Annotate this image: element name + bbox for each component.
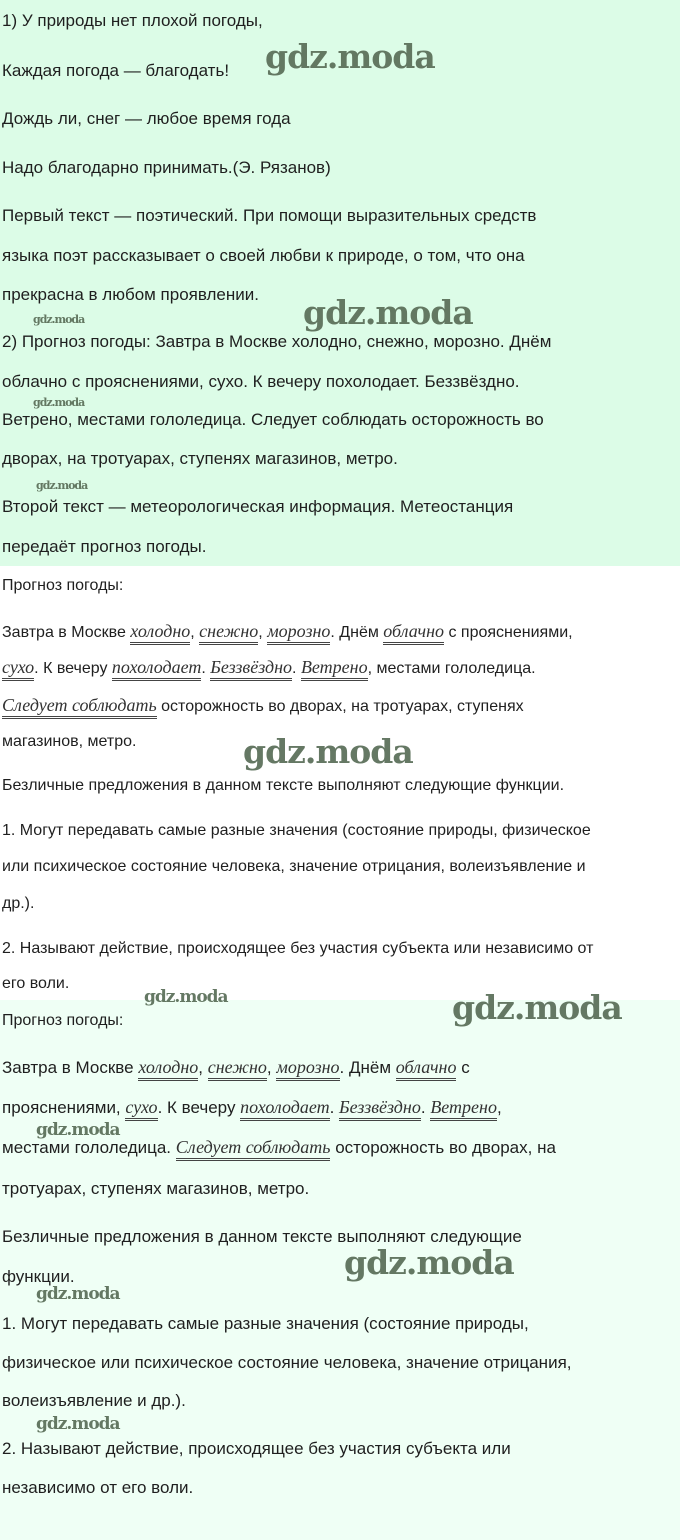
- text-span: , местами гололедица.: [367, 660, 536, 677]
- watermark-logo: gdz.moda: [243, 732, 413, 771]
- text-span: .: [329, 1098, 340, 1117]
- paragraph-2-line-1: 2) Прогноз погоды: Завтра в Москве холодно, снежно, морозно. Днём: [2, 332, 552, 351]
- highlighted-word: холодно: [138, 1057, 198, 1081]
- function-1-line-1: 1. Могут передавать самые разные значения (состояние природы,: [2, 1314, 529, 1333]
- highlighted-word: Беззвёздно: [339, 1097, 421, 1121]
- forecast-heading: Прогноз погоды:: [2, 1012, 124, 1029]
- text-span: .: [292, 660, 301, 677]
- forecast-line-2: [2, 656, 536, 680]
- function-2-line-1: 2. Называют действие, происходящее без участия субъекта или: [2, 1439, 511, 1458]
- text-span: ,: [258, 624, 268, 641]
- section-3-panel: [0, 1000, 680, 1540]
- highlighted-word: Ветрено: [430, 1097, 497, 1121]
- function-2-line-2: его воли.: [2, 975, 70, 992]
- highlighted-word: Следует соблюдать: [176, 1137, 331, 1161]
- text-span: Завтра в Москве: [2, 1058, 139, 1077]
- highlighted-word: похолодает: [112, 657, 201, 681]
- paragraph-2-line-2: облачно с прояснениями, сухо. К вечеру похолодает. Беззвёздно.: [2, 372, 520, 391]
- highlighted-word: сухо: [125, 1097, 157, 1121]
- text-span: . Днём: [330, 624, 384, 641]
- function-1-line-3: волеизъявление и др.).: [2, 1391, 186, 1410]
- watermark-logo: gdz.moda: [265, 37, 435, 76]
- highlighted-word: морозно: [267, 621, 330, 645]
- functions-intro: Безличные предложения в данном тексте выполняют следующие функции.: [2, 777, 565, 794]
- text-span: ,: [266, 1058, 277, 1077]
- poem-line-3: Дождь ли, снег — любое время года: [2, 109, 291, 128]
- section-1-panel: [0, 0, 680, 566]
- text-span: . К вечеру: [157, 1098, 241, 1117]
- highlighted-word: Беззвёздно: [210, 657, 292, 681]
- text-span: осторожность во дворах, на: [330, 1138, 556, 1157]
- watermark-logo: gdz.moda: [33, 313, 85, 326]
- watermark-logo: gdz.moda: [33, 396, 85, 409]
- text-span: с: [456, 1058, 470, 1077]
- text-span: .: [420, 1098, 431, 1117]
- paragraph-2-line-4: дворах, на тротуарах, ступенях магазинов, метро.: [2, 449, 398, 468]
- forecast-line-3: [2, 694, 524, 718]
- watermark-logo: gdz.moda: [36, 479, 88, 492]
- poem-line-2: Каждая погода — благодать!: [2, 61, 230, 80]
- highlighted-word: облачно: [383, 621, 444, 645]
- section-2-panel: [0, 566, 680, 1000]
- forecast-line-4: магазинов, метро.: [2, 733, 137, 750]
- paragraph-3-line-2: передаёт прогноз погоды.: [2, 537, 207, 556]
- forecast-heading: Прогноз погоды:: [2, 577, 124, 594]
- text-span: прояснениями,: [2, 1098, 126, 1117]
- watermark-logo: gdz.moda: [452, 988, 622, 1027]
- text-span: местами гололедица.: [2, 1138, 176, 1157]
- text-span: ,: [198, 1058, 208, 1077]
- highlighted-word: морозно: [276, 1057, 339, 1081]
- paragraph-3-line-1: Второй текст — метеорологическая информация. Метеостанция: [2, 497, 514, 516]
- watermark-logo: gdz.moda: [36, 1414, 120, 1434]
- text-span: .: [201, 660, 211, 677]
- highlighted-word: сухо: [2, 657, 34, 681]
- paragraph-2-line-3: Ветрено, местами гололедица. Следует соблюдать осторожность во: [2, 410, 544, 429]
- text-span: ,: [190, 624, 200, 641]
- functions-intro-line-1: Безличные предложения в данном тексте выполняют следующие: [2, 1227, 522, 1246]
- highlighted-word: снежно: [199, 621, 258, 645]
- forecast-line-2: [2, 1096, 502, 1119]
- poem-line-4: Надо благодарно принимать.(Э. Рязанов): [2, 158, 331, 177]
- function-1-line-2: физическое или психическое состояние человека, значение отрицания,: [2, 1353, 572, 1372]
- highlighted-word: Следует соблюдать: [2, 695, 157, 719]
- function-1-line-1: 1. Могут передавать самые разные значения (состояние природы, физическое: [2, 822, 591, 839]
- function-2-line-2: независимо от его воли.: [2, 1478, 194, 1497]
- poem-line-1: 1) У природы нет плохой погоды,: [2, 11, 263, 30]
- watermark-logo: gdz.moda: [344, 1243, 514, 1282]
- forecast-line-1: [2, 620, 573, 644]
- paragraph-1-line-2: языка поэт рассказывает о своей любви к природе, о том, что она: [2, 246, 525, 265]
- text-span: осторожность во дворах, на тротуарах, ступенях: [156, 698, 524, 715]
- text-span: Завтра в Москве: [2, 624, 131, 641]
- text-span: ,: [496, 1098, 502, 1117]
- functions-intro-line-2: функции.: [2, 1267, 75, 1286]
- highlighted-word: снежно: [208, 1057, 267, 1081]
- text-span: . Днём: [339, 1058, 396, 1077]
- highlighted-word: холодно: [130, 621, 190, 645]
- forecast-line-1: [2, 1056, 470, 1079]
- paragraph-1-line-3: прекрасна в любом проявлении.: [2, 285, 259, 304]
- watermark-logo: gdz.moda: [303, 293, 473, 332]
- forecast-line-4: тротуарах, ступенях магазинов, метро.: [2, 1179, 310, 1198]
- function-2-line-1: 2. Называют действие, происходящее без участия субъекта или независимо от: [2, 940, 594, 957]
- paragraph-1-line-1: Первый текст — поэтический. При помощи выразительных средств: [2, 206, 537, 225]
- highlighted-word: похолодает: [240, 1097, 329, 1121]
- function-1-line-3: др.).: [2, 895, 35, 912]
- function-1-line-2: или психическое состояние человека, значение отрицания, волеизъявление и: [2, 858, 586, 875]
- watermark-logo: gdz.moda: [36, 1284, 120, 1304]
- text-span: с прояснениями,: [444, 624, 573, 641]
- watermark-logo: gdz.moda: [144, 987, 228, 1007]
- highlighted-word: Ветрено: [301, 657, 368, 681]
- text-span: . К вечеру: [34, 660, 112, 677]
- watermark-logo: gdz.moda: [36, 1120, 120, 1140]
- highlighted-word: облачно: [396, 1057, 457, 1081]
